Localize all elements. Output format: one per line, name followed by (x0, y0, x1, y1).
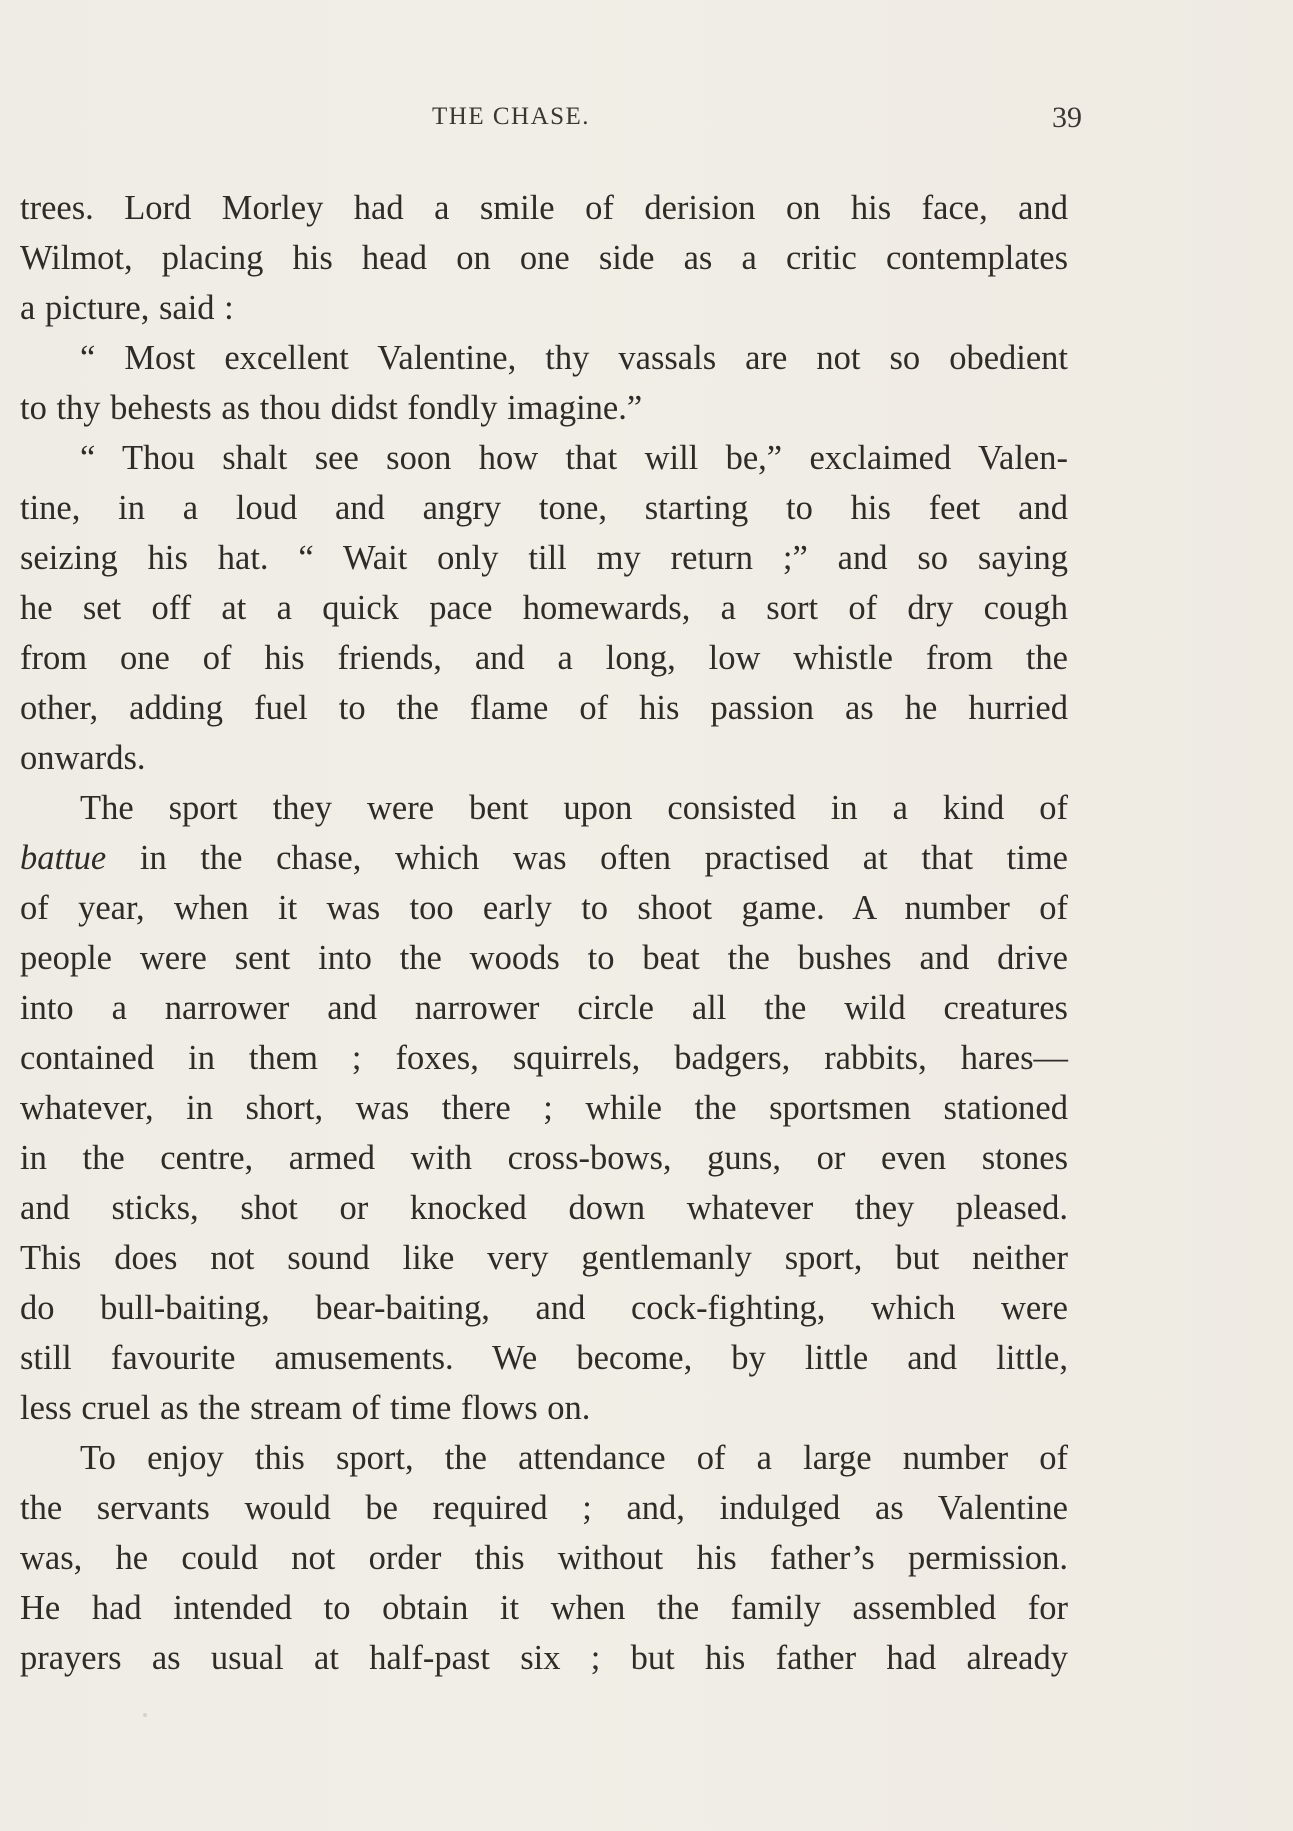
text-line: of year, when it was too early to shoot game. A number of (20, 889, 1068, 927)
text-line: “ Most excellent Valentine, thy vassals are not so obedient (80, 339, 1068, 377)
italic-word: battue (20, 839, 107, 877)
body-text (20, 183, 1068, 1683)
text-line: The sport they were bent upon consisted in a kind of (80, 789, 1068, 827)
text-line-with-italic (20, 833, 1068, 883)
text-line: was, he could not order this without his father’s permission. (20, 1539, 1068, 1577)
text-line: “ Thou shalt see soon how that will be,” exclaimed Valen- (80, 439, 1068, 477)
text-line: in the centre, armed with cross-bows, guns, or even stones (20, 1139, 1068, 1177)
paper-speck (143, 1713, 147, 1717)
text-line: the servants would be required ; and, indulged as Valentine (20, 1489, 1068, 1527)
text-line: do bull-baiting, bear-baiting, and cock-fighting, which were (20, 1289, 1068, 1327)
text-line: trees. Lord Morley had a smile of derision on his face, and (20, 189, 1068, 227)
text-line: onwards. (20, 739, 146, 777)
text-line: a picture, said : (20, 289, 234, 327)
text-line: less cruel as the stream of time flows on. (20, 1389, 591, 1427)
text-line: This does not sound like very gentlemanly sport, but neither (20, 1239, 1068, 1277)
text-line: and sticks, shot or knocked down whatever they pleased. (20, 1189, 1068, 1227)
text-line: whatever, in short, was there ; while the sportsmen stationed (20, 1089, 1068, 1127)
text-line: to thy behests as thou didst fondly imagine.” (20, 389, 643, 427)
text-line: still favourite amusements. We become, by little and little, (20, 1339, 1068, 1377)
text-line: To enjoy this sport, the attendance of a large number of (80, 1439, 1068, 1477)
text-line: prayers as usual at half-past six ; but his father had already (20, 1639, 1068, 1677)
text-line-remainder: in the chase, which was often practised at that time (139, 839, 1068, 877)
text-line: people were sent into the woods to beat the bushes and drive (20, 939, 1068, 977)
text-line: seizing his hat. “ Wait only till my return ;” and so saying (20, 539, 1068, 577)
text-line: he set off at a quick pace homewards, a sort of dry cough (20, 589, 1068, 627)
text-line: Wilmot, placing his head on one side as a critic contemplates (20, 239, 1068, 277)
page-header (20, 101, 1082, 141)
text-line: other, adding fuel to the flame of his passion as he hurried (20, 689, 1068, 727)
page-number: 39 (1052, 101, 1082, 134)
text-line: contained in them ; foxes, squirrels, badgers, rabbits, hares— (20, 1039, 1068, 1077)
text-line: into a narrower and narrower circle all the wild creatures (20, 989, 1068, 1027)
running-title: THE CHASE. (432, 103, 591, 130)
text-line: He had intended to obtain it when the family assembled for (20, 1589, 1068, 1627)
text-line: from one of his friends, and a long, low whistle from the (20, 639, 1068, 677)
text-line: tine, in a loud and angry tone, starting to his feet and (20, 489, 1068, 527)
